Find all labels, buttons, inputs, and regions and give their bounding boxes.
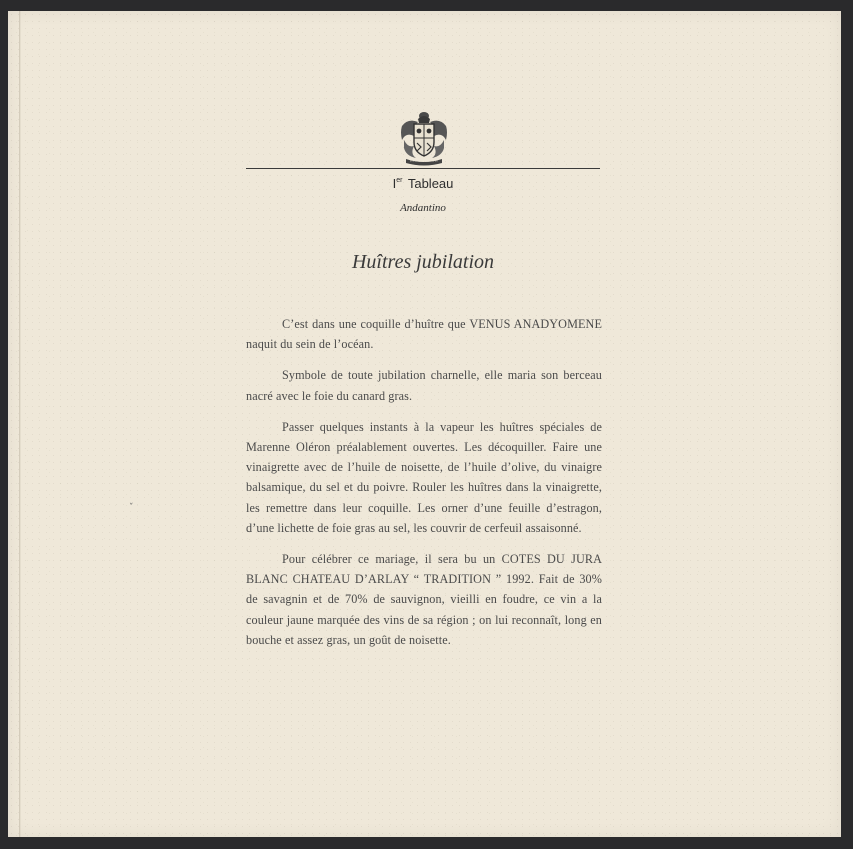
paragraph-recipe: Passer quelques instants à la vapeur les huîtres spéciales de Marenne Oléron préalablement ouvertes. Les décoquiller. Faire une vinaigrette avec de l’huile de noisette, de l’huile d’olive, du vinaigre balsamique, du sel et du poivre. Rouler les huîtres dans la vinaigrette, les remettre dans leur coquille. Les orner d’une feuille d’estragon, d’une lichette de foie gras au sel, les couvrir de cerfeuil assaisonné.	[246, 419, 602, 535]
tableau-heading	[246, 176, 600, 191]
book-page	[8, 11, 841, 837]
tableau-label: Tableau	[407, 176, 454, 191]
paragraph-symbol: Symbole de toute jubilation charnelle, elle maria son berceau nacré avec le foie du canard gras.	[246, 368, 602, 403]
header-rule	[246, 168, 600, 169]
paragraph-wine: Pour célébrer ce mariage, il sera bu un COTES DU JURA BLANC CHATEAU D’ARLAY “ TRADITION ” 1992. Fait de 30% de savagnin et de 70% de sauvignon, vieilli en foudre, ce vin a la couleur jaune marquée des vins de sa région ; on lui reconnaît, long en bouche et assez gras, un goût de noisette.	[246, 552, 602, 647]
recipe-text	[246, 314, 602, 661]
coat-of-arms-icon	[398, 110, 450, 166]
page-title: Huîtres jubilation	[351, 251, 495, 273]
page-fold	[19, 11, 21, 837]
margin-mark: ˇ	[129, 503, 134, 513]
paragraph-intro: C’est dans une coquille d’huître que VENUS ANADYOMENE naquit du sein de l’océan.	[246, 317, 602, 352]
tempo-marking: Andantino	[400, 202, 446, 214]
tableau-number: I	[392, 176, 397, 191]
tableau-superscript: er	[396, 177, 403, 184]
